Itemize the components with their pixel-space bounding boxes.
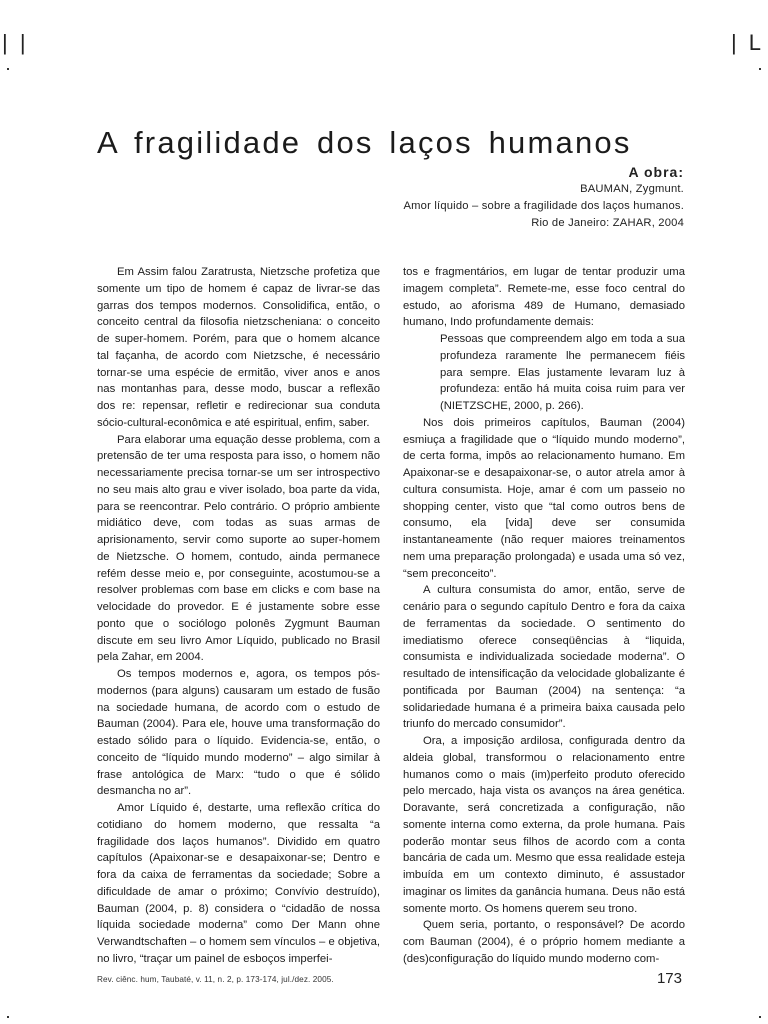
- text-column-right: [403, 264, 685, 968]
- crop-dot-top-right: [759, 68, 761, 70]
- work-publisher: Rio de Janeiro: ZAHAR, 2004: [531, 217, 684, 229]
- paragraph: Nos dois primeiros capítulos, Bauman (2004) esmiuça a fragilidade que o “líquido mundo moderno”, de certa forma, impôs ao relacionamento humano. Em Apaixonar-se e desapaixonar-se, o autor atrela amor à cultura consumista. Hoje, amar é com um passeio no shopping center, visto que “tal como outros bens de consumo, ela [vida] deve ser consumida instantaneamente (não requer maiores treinamentos nem uma preparação prolongada) e usada uma só vez, “sem preconceito”.: [403, 416, 685, 580]
- work-reference: [264, 163, 684, 232]
- crop-dot-top-left: [7, 68, 9, 70]
- paragraph: Em Assim falou Zaratrusta, Nietzsche profetiza que somente um tipo de homem é capaz de livrar-se das garras dos tempos modernos. Consolidifica, então, o conceito central da filosofia nietzscheniana: o conceito de super-homem. Porém, para que o homem alcance tal façanha, de acordo com Nietzsche, é necessário tornar-se uma espécie de ermitão, viver anos e anos nas montanhas para, desse modo, buscar a reflexão dos re: repensar, refletir e redirecionar sua conduta sócio-cultural-econômica e até espiritual, enfim, saber.: [97, 266, 380, 429]
- work-author: BAUMAN, Zygmunt.: [580, 183, 684, 195]
- block-quote: Pessoas que compreendem algo em toda a sua profundeza raramente lhe permanecem fiéis para sempre. Elas justamente levaram luz à profundeza: então há muita coisa ruim para ver (NIETZSCHE, 2000, p. 266).: [440, 333, 685, 412]
- work-book-title: Amor líquido – sobre a fragilidade dos laços humanos.: [403, 200, 684, 212]
- paragraph: Ora, a imposição ardilosa, configurada dentro da aldeia global, transformou o relacionamento entre humanos como o mais (im)perfeito produto oferecido pelo mercado, haja vista os avanços na área genética. Doravante, será concretizada a configuração, não somente interna como externa, da prole humana. Pais poderão montar seus filhos de acordo com a conta bancária de cada um. Mesmo que essa realidade esteja imbuída em um contexto diminuto, é assustador imaginar os limites da ganância humana. Deus não está somente morto. Os homens querem seu trono.: [403, 735, 685, 915]
- journal-reference: Rev. ciênc. hum, Taubaté, v. 11, n. 2, p. 173-174, jul./dez. 2005.: [97, 975, 334, 984]
- crop-dot-bottom-left: [7, 1016, 9, 1018]
- crop-mark-top-left: | |: [2, 30, 29, 55]
- paragraph: A cultura consumista do amor, então, serve de cenário para o segundo capítulo Dentro e fora da caixa de ferramentas da sociedade. O sentimento do imediatismo oferece conseqüências à “liquida, consumista e individualizada sociedade moderna”. O resultado de intensificação da velocidade globalizante é pontificada por Bauman (2004) na sentença: “a solidariedade humana é a primeira baixa causada pelo triunfo do mercado consumidor”.: [403, 584, 685, 731]
- paragraph: Os tempos modernos e, agora, os tempos pós-modernos (para alguns) causaram um estado de fusão na sociedade humana, de acordo com o estudo de Bauman (2004). Para ele, houve uma transformação do estado sólido para o líquido. Evidencia-se, então, o conceito de “líquido mundo moderno” – algo similar à frase antológica de Marx: “tudo o que é sólido desmancha no ar”.: [97, 668, 380, 798]
- paragraph: Quem seria, portanto, o responsável? De acordo com Bauman (2004), é o próprio homem mediante a (des)configuração do líquido mundo moderno com-: [403, 919, 685, 965]
- crop-dot-bottom-right: [759, 1016, 761, 1018]
- text-column-left: [97, 264, 380, 968]
- crop-mark-top-right: | L: [730, 30, 764, 55]
- paragraph: Para elaborar uma equação desse problema, com a pretensão de ter uma resposta para isso, o homem não necessariamente precisa tornar-se um ser introspectivo no seu mais alto grau e viver isolado, boa parte da vida, para se reencontrar. Pelo contrário. O próprio ambiente midiático deve, com todas as suas armas de aprisionamento, servir como suporte ao super-homem de Nietzsche. O homem, contudo, ainda permanece refém desse meio e, por conseguinte, acostumou-se a resolver problemas com base em clicks e com base na velocidade do provedor. E é justamente sobre esse ponto que o sociólogo polonês Zygmunt Bauman discute em seu livro Amor Líquido, publicado no Brasil pela Zahar, em 2004.: [97, 433, 380, 664]
- paragraph: Amor Líquido é, destarte, uma reflexão crítica do cotidiano do homem moderno, que ressalta “a fragilidade dos laços humanos”. Dividido em quatro capítulos (Apaixonar-se e desapaixonar-se; Dentro e fora da caixa de ferramentas da sociedade; Sobre a dificuldade de amar o próximo; Convívio destruído), Bauman (2004, p. 8) considera o “cidadão de nossa líquida sociedade moderna” como Der Mann ohne Verwandtschaften – o homem sem vínculos – e objetiva, no livro, “traçar um painel de esboços imperfei-: [97, 802, 380, 965]
- page-number: 173: [656, 970, 682, 987]
- paragraph-continued: tos e fragmentários, em lugar de tentar produzir uma imagem completa”. Remete-me, esse foco central do estudo, ao aforisma 489 de Humano, demasiado humano, Indo profundamente demais:: [403, 266, 685, 329]
- work-heading: A obra:: [628, 164, 684, 180]
- article-title: A fragilidade dos laços humanos: [97, 125, 632, 160]
